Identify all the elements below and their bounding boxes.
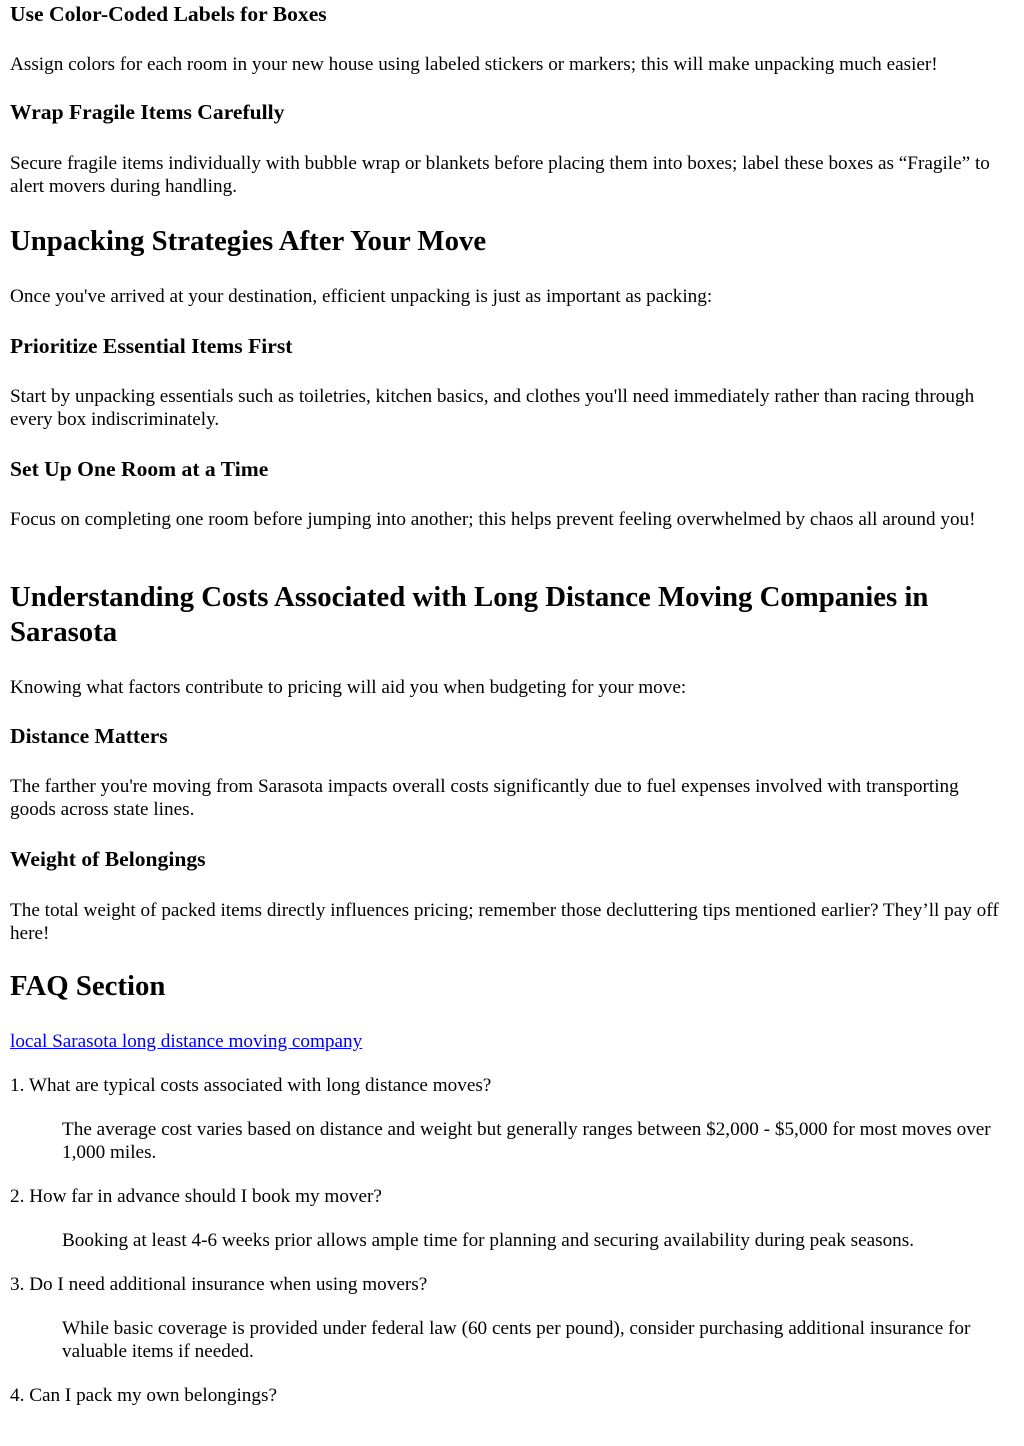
faq-answer-1: The average cost varies based on distance and weight but generally ranges between $2,000 - $5,000 for most moves over 1,000 miles. [62, 1119, 991, 1163]
faq-answer-3: While basic coverage is provided under federal law (60 cents per pound), consider purchasing additional insurance for valuable items if needed. [62, 1318, 971, 1362]
faq-question-1: 1. What are typical costs associated with long distance moves? [10, 1075, 492, 1096]
heading-prioritize-essentials: Prioritize Essential Items First [10, 334, 293, 358]
heading-weight-belongings: Weight of Belongings [10, 847, 206, 871]
heading-one-room: Set Up One Room at a Time [10, 457, 269, 481]
paragraph-prioritize-essentials: Start by unpacking essentials such as toiletries, kitchen basics, and clothes you'll need immediately rather than racing through every box indiscriminately. [10, 386, 975, 430]
faq-answer-2: Booking at least 4-6 weeks prior allows ample time for planning and securing availability during peak seasons. [62, 1230, 915, 1251]
heading-distance-matters: Distance Matters [10, 724, 168, 748]
paragraph-distance-matters: The farther you're moving from Sarasota impacts overall costs significantly due to fuel expenses involved with transporting goods across state lines. [10, 776, 959, 820]
heading-unpacking-strategies: Unpacking Strategies After Your Move [10, 225, 487, 257]
faq-link-paragraph [10, 1030, 362, 1053]
heading-understanding-costs: Understanding Costs Associated with Long Distance Moving Companies in Sarasota [10, 581, 929, 648]
heading-color-coded-labels: Use Color-Coded Labels for Boxes [10, 2, 327, 26]
heading-faq-section: FAQ Section [10, 970, 166, 1002]
faq-question-4: 4. Can I pack my own belongings? [10, 1385, 277, 1406]
sarasota-moving-company-link[interactable]: local Sarasota long distance moving company [10, 1031, 363, 1052]
paragraph-wrap-fragile: Secure fragile items individually with bubble wrap or blankets before placing them into boxes; label these boxes as “Fragile” to alert movers during handling. [10, 153, 990, 197]
paragraph-color-coded-labels: Assign colors for each room in your new house using labeled stickers or markers; this will make unpacking much easier! [10, 54, 938, 75]
faq-question-2: 2. How far in advance should I book my mover? [10, 1186, 382, 1207]
paragraph-one-room: Focus on completing one room before jumping into another; this helps prevent feeling overwhelmed by chaos all around you! [10, 509, 976, 530]
paragraph-weight-belongings: The total weight of packed items directly influences pricing; remember those decluttering tips mentioned earlier? They’ll pay off here! [10, 900, 999, 944]
faq-question-3: 3. Do I need additional insurance when using movers? [10, 1274, 428, 1295]
paragraph-unpacking-intro: Once you've arrived at your destination, efficient unpacking is just as important as packing: [10, 286, 713, 307]
paragraph-costs-intro: Knowing what factors contribute to pricing will aid you when budgeting for your move: [10, 677, 687, 698]
heading-wrap-fragile: Wrap Fragile Items Carefully [10, 100, 285, 124]
